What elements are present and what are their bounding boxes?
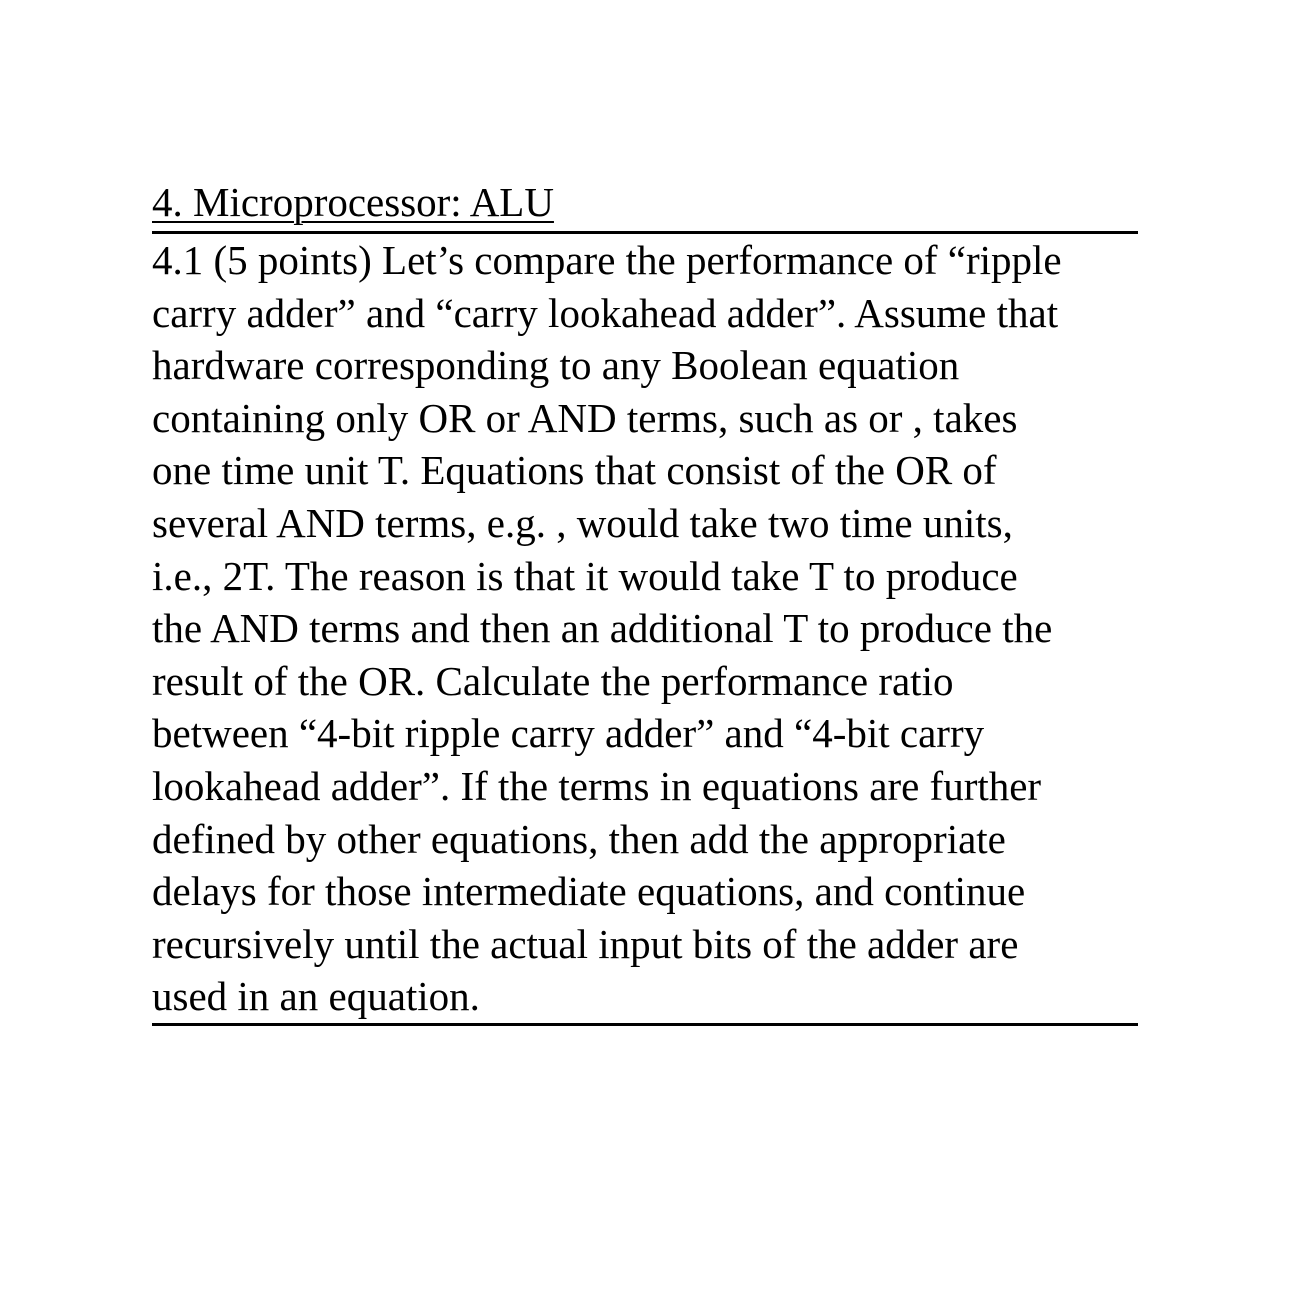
question-line: lookahead adder”. If the terms in equations are further <box>152 762 1042 809</box>
question-line: between “4-bit ripple carry adder” and “4-bit carry <box>152 710 985 757</box>
question-line: i.e., 2T. The reason is that it would take T to produce <box>152 552 1018 599</box>
question-line: containing only OR or AND terms, such as or , takes <box>152 394 1018 441</box>
question-line: the AND terms and then an additional T to produce the <box>152 605 1053 652</box>
question-text <box>152 234 1142 1023</box>
question-line: delays for those intermediate equations, and continue <box>152 868 1026 915</box>
question-line: recursively until the actual input bits of the adder are <box>152 920 1019 967</box>
question-line: 4.1 (5 points) Let’s compare the performance of “ripple <box>152 237 1062 283</box>
section-heading: 4. Microprocessor: ALU <box>152 179 554 225</box>
bottom-divider <box>152 1023 1138 1026</box>
question-line: hardware corresponding to any Boolean equation <box>152 342 960 389</box>
question-line: carry adder” and “carry lookahead adder”. Assume that <box>152 289 1059 336</box>
question-line: one time unit T. Equations that consist of the OR of <box>152 447 997 494</box>
question-line: several AND terms, e.g. , would take two time units, <box>152 499 1013 546</box>
question-line: result of the OR. Calculate the performance ratio <box>152 657 954 704</box>
question-line: defined by other equations, then add the appropriate <box>152 815 1006 862</box>
question-line: used in an equation. <box>152 973 480 1020</box>
